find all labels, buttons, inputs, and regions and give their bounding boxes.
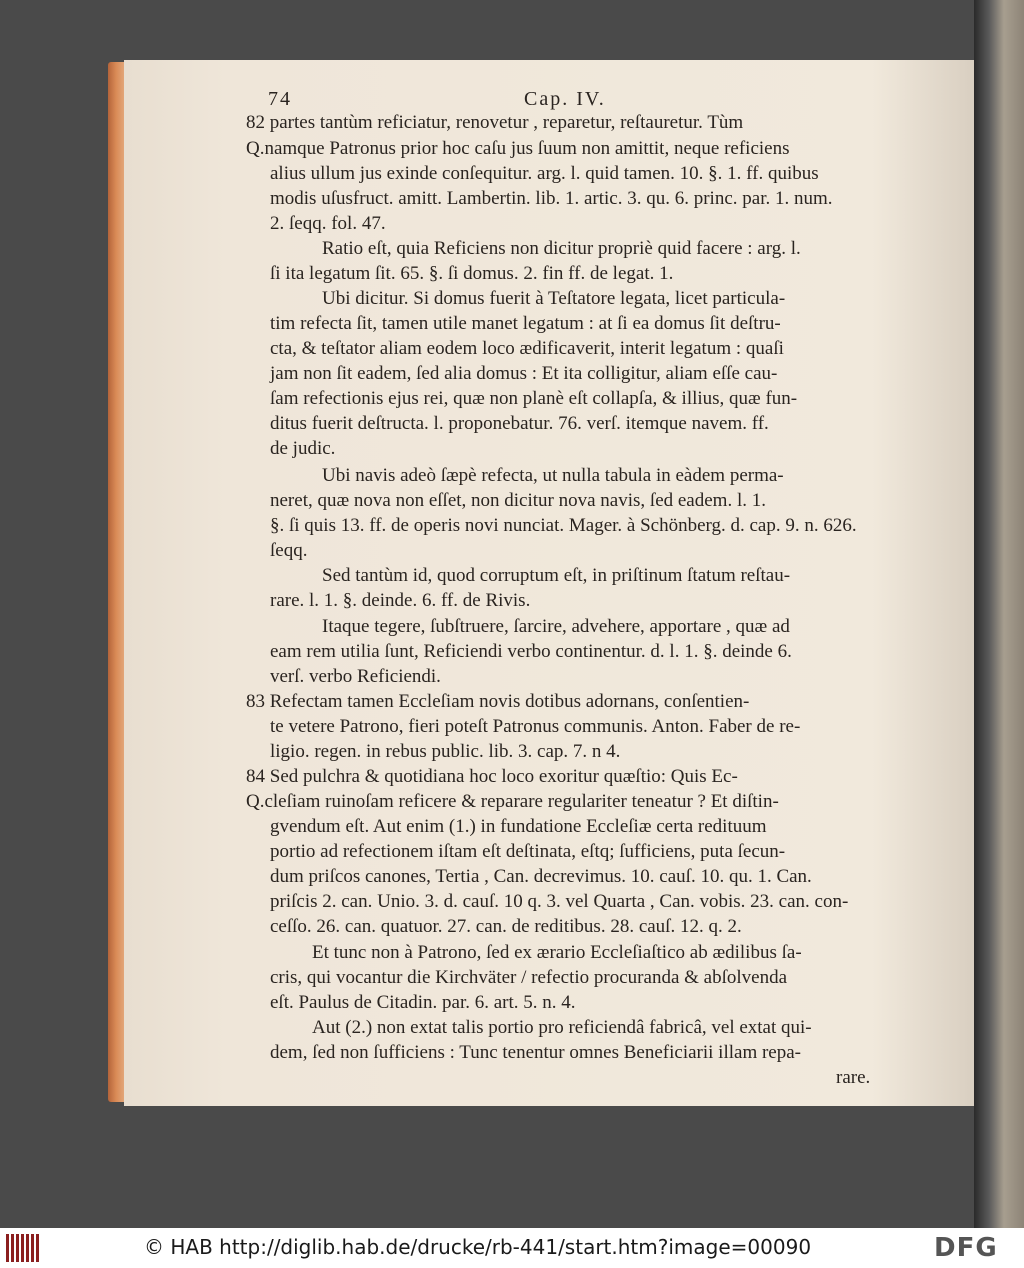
text-line: ſi ita legatum ſit. 65. §. ſi domus. 2. fin ff. de legat. 1.	[270, 263, 674, 284]
text-line: te vetere Patrono, fieri poteſt Patronus communis. Anton. Faber de re-	[270, 716, 801, 737]
text-line: ceſſo. 26. can. quatuor. 27. can. de reditibus. 28. cauſ. 12. q. 2.	[270, 916, 742, 937]
text-line: verſ. verbo Reficiendi.	[270, 666, 441, 687]
text-line: priſcis 2. can. Unio. 3. d. cauſ. 10 q. 3. vel Quarta , Can. vobis. 23. can. con-	[270, 891, 849, 912]
text-line: dum priſcos canones, Tertia , Can. decrevimus. 10. cauſ. 10. qu. 1. Can.	[270, 866, 812, 887]
text-line: 82 partes tantùm reficiatur, renovetur , reparetur, reſtauretur. Tùm	[246, 112, 744, 133]
text-line: Q.cleſiam ruinoſam reficere & reparare regulariter teneatur ? Et diſtin-	[246, 791, 779, 812]
text-line: 2. ſeqq. fol. 47.	[270, 213, 386, 234]
running-head: Cap. IV.	[524, 88, 606, 110]
text-line: 84 Sed pulchra & quotidiana hoc loco exoritur quæſtio: Quis Ec-	[246, 766, 738, 787]
text-line: Itaque tegere, ſubſtruere, ſarcire, advehere, apportare , quæ ad	[322, 616, 790, 637]
text-line: Ratio eſt, quia Reficiens non dicitur propriè quid facere : arg. l.	[322, 238, 801, 259]
text-line: Ubi dicitur. Si domus fuerit à Teſtatore legata, licet particula-	[322, 288, 786, 309]
text-line: Q.namque Patronus prior hoc caſu jus ſuum non amittit, neque reficiens	[246, 138, 790, 159]
text-line: Sed tantùm id, quod corruptum eſt, in priſtinum ſtatum reſtau-	[322, 565, 791, 586]
text-line: cta, & teſtator aliam eodem loco ædificaverit, interit legatum : quaſi	[270, 338, 784, 359]
text-line: gvendum eſt. Aut enim (1.) in fundatione Eccleſiæ certa redituum	[270, 816, 767, 837]
text-line: ligio. regen. in rebus public. lib. 3. cap. 7. n 4.	[270, 741, 621, 762]
text-line: 83 Refectam tamen Eccleſiam novis dotibus adornans, conſentien-	[246, 691, 750, 712]
text-line: dem, ſed non ſufficiens : Tunc tenentur omnes Beneficiarii illam repa-	[270, 1042, 801, 1063]
text-line: neret, quæ nova non eſſet, non dicitur nova navis, ſed eadem. l. 1.	[270, 490, 766, 511]
text-line: cris, qui vocantur die Kirchväter / refectio procuranda & abſolvenda	[270, 967, 788, 988]
text-line: alius ullum jus exinde conſequitur. arg. l. quid tamen. 10. §. 1. ff. quibus	[270, 163, 819, 184]
dfg-logo: DFG	[934, 1233, 998, 1263]
text-line: rare.	[836, 1067, 871, 1088]
text-line: eam rem utilia ſunt, Reficiendi verbo continentur. d. l. 1. §. deinde 6.	[270, 641, 792, 662]
footer-bar	[0, 1228, 1024, 1268]
facing-page-strip	[974, 0, 1024, 1228]
text-line: portio ad refectionem iſtam eſt deſtinata, eſtq; ſufficiens, puta ſecun-	[270, 841, 786, 862]
text-line: Ubi navis adeò ſæpè refecta, ut nulla tabula in eàdem perma-	[322, 465, 784, 486]
text-line: §. ſi quis 13. ff. de operis novi nunciat. Mager. à Schönberg. d. cap. 9. n. 626.	[270, 515, 857, 536]
text-line: modis uſusfruct. amitt. Lambertin. lib. 1. artic. 3. qu. 6. princ. par. 1. num.	[270, 188, 833, 209]
text-line: de judic.	[270, 438, 336, 459]
hab-logo-icon	[6, 1234, 46, 1262]
text-line: Et tunc non à Patrono, ſed ex ærario Eccleſiaſtico ab ædilibus ſa-	[312, 942, 802, 963]
text-line: Aut (2.) non extat talis portio pro reficiendâ fabricâ, vel extat qui-	[312, 1017, 812, 1038]
text-line: tim refecta ſit, tamen utile manet legatum : at ſi ea domus ſit deſtru-	[270, 313, 781, 334]
copyright-link[interactable]: © HAB http://diglib.hab.de/drucke/rb-441/start.htm?image=00090	[144, 1235, 812, 1259]
page-number: 74	[268, 88, 292, 110]
text-line: jam non ſit eadem, ſed alia domus : Et ita colligitur, aliam eſſe cau-	[270, 363, 778, 384]
text-line: ſeqq.	[270, 540, 308, 561]
text-line: rare. l. 1. §. deinde. 6. ff. de Rivis.	[270, 590, 531, 611]
text-line: ſam refectionis ejus rei, quæ non planè eſt collapſa, & illius, quæ fun-	[270, 388, 798, 409]
text-line: ditus fuerit deſtructa. l. proponebatur. 76. verſ. itemque navem. ff.	[270, 413, 769, 434]
text-line: eſt. Paulus de Citadin. par. 6. art. 5. n. 4.	[270, 992, 576, 1013]
